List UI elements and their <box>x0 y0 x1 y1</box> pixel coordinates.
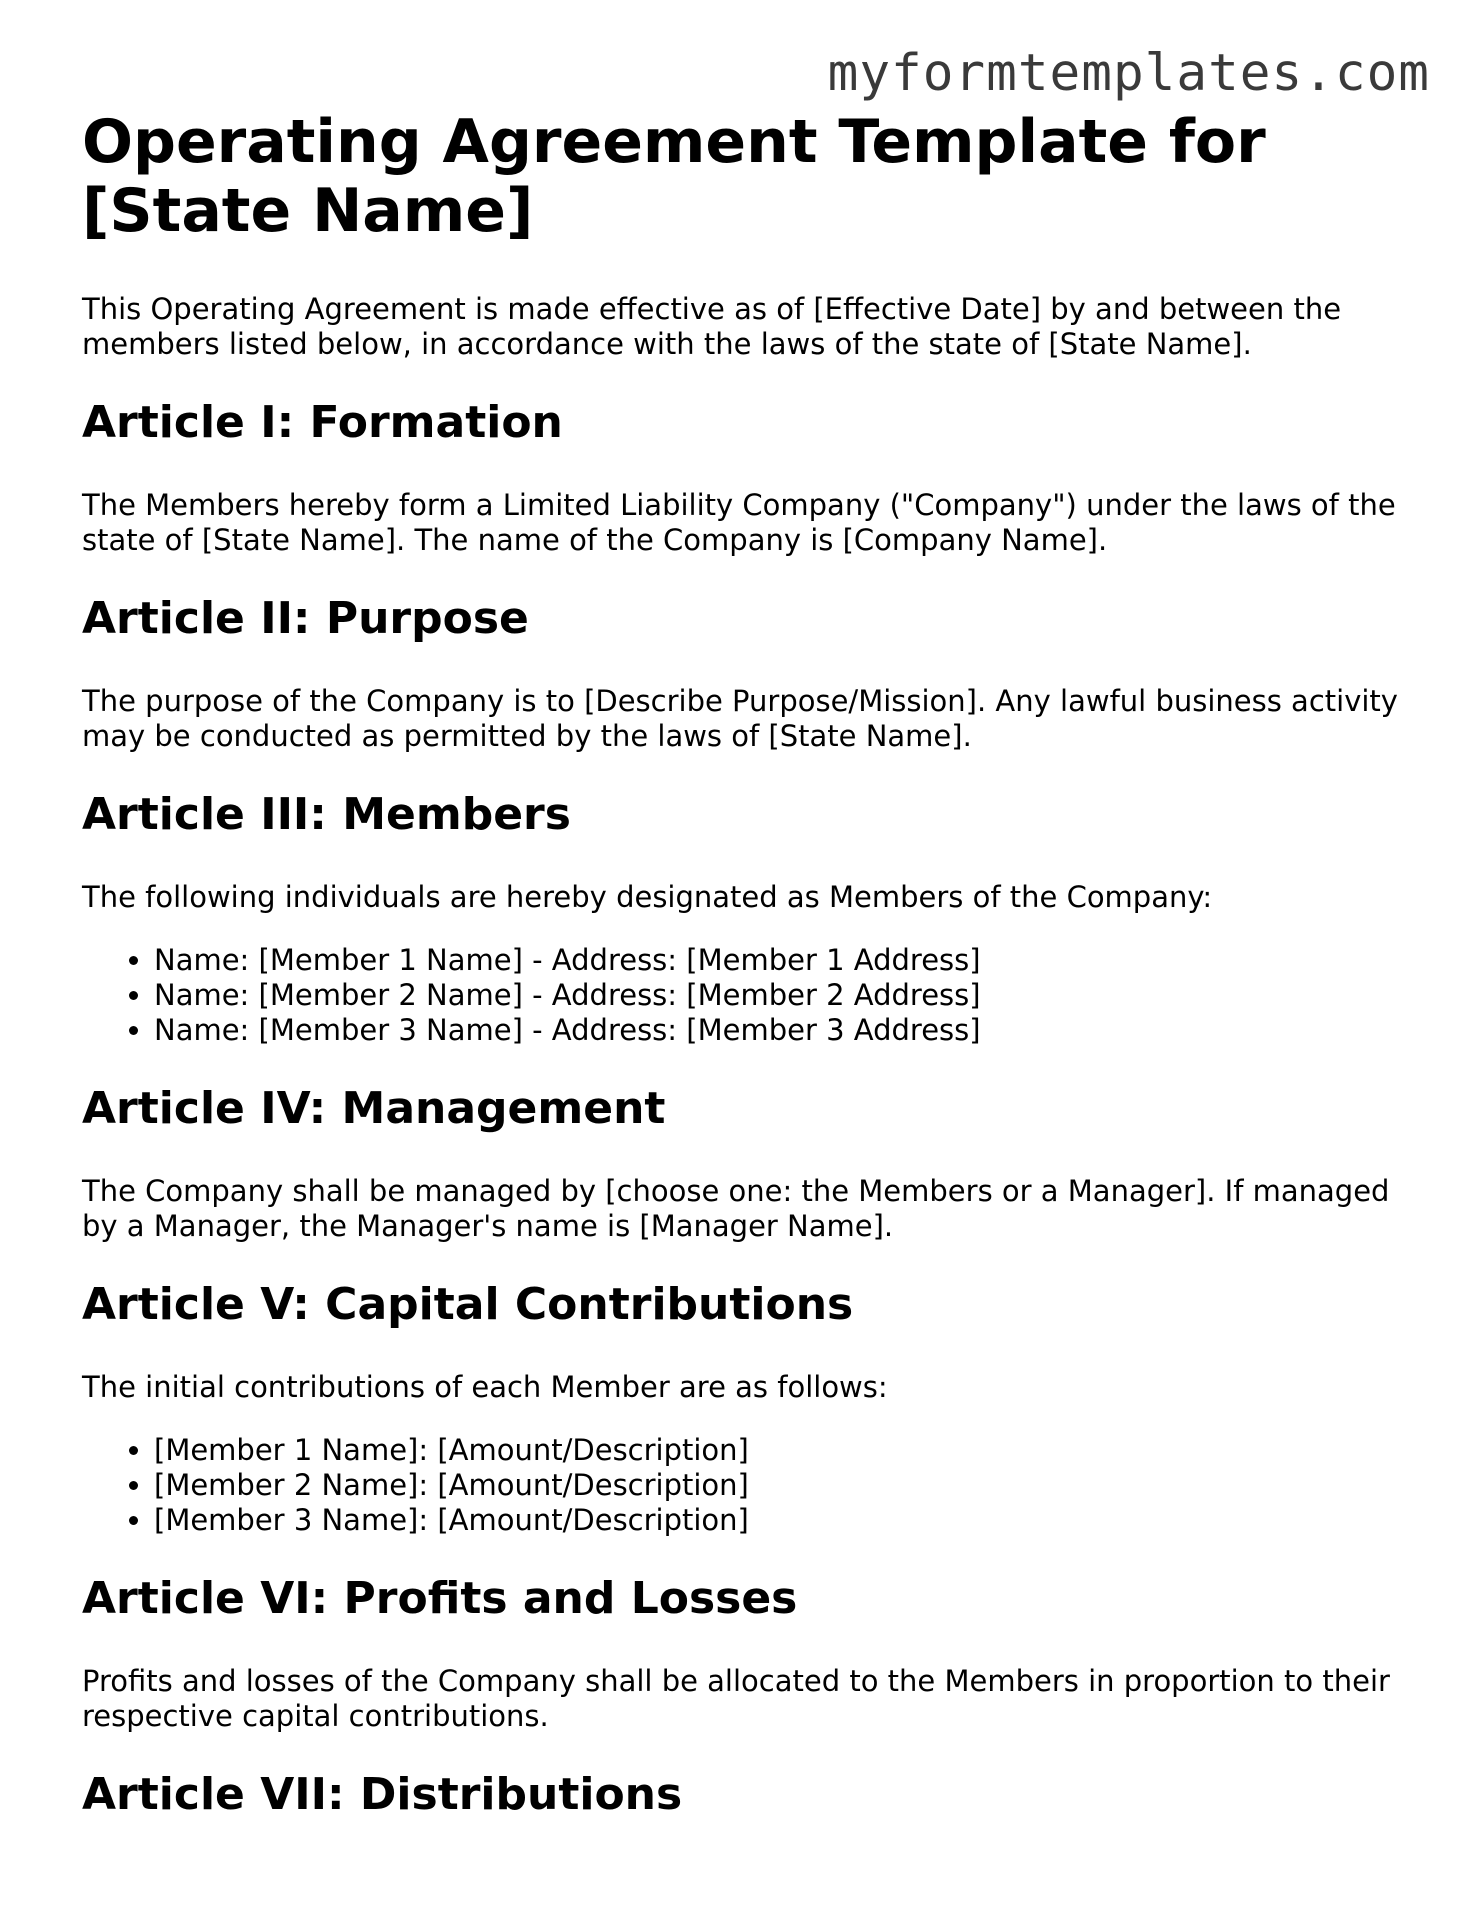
article-heading: Article IV: Management <box>82 1083 666 1134</box>
article-formation <box>82 398 1412 558</box>
article-heading: Article VI: Profits and Losses <box>82 1573 798 1624</box>
intro-paragraph: This Operating Agreement is made effective as of [Effective Date] by and between the members listed below, in accordance with the laws of the state of [State Name]. <box>82 292 1342 361</box>
article-text: The Members hereby form a Limited Liability Company ("Company") under the laws of the state of [State Name]. The name of the Company is [Company Name]. <box>82 488 1396 557</box>
article-heading: Article II: Purpose <box>82 593 529 644</box>
article-text: The initial contributions of each Member are as follows: <box>82 1370 888 1404</box>
article-heading: Article V: Capital Contributions <box>82 1279 854 1330</box>
article-heading: Article I: Formation <box>82 397 563 448</box>
article-text: The following individuals are hereby designated as Members of the Company: <box>82 880 1213 914</box>
members-list <box>82 943 1412 1048</box>
site-watermark: myformtemplates.com <box>827 44 1430 103</box>
article-distributions <box>82 1770 1412 1820</box>
article-heading: Article III: Members <box>82 789 571 840</box>
article-members <box>82 790 1412 1048</box>
article-management <box>82 1084 1412 1244</box>
list-item: • Name: [Member 3 Name] - Address: [Member 3 Address] <box>154 1013 1412 1048</box>
article-text: The Company shall be managed by [choose one: the Members or a Manager]. If managed by a Manager, the Manager's name is [Manager Name]. <box>82 1174 1390 1243</box>
document-title: Operating Agreement Template for [State Name] <box>82 107 1266 246</box>
contributions-list <box>82 1433 1412 1538</box>
list-item: • Name: [Member 1 Name] - Address: [Member 1 Address] <box>154 943 1412 978</box>
list-item: • [Member 1 Name]: [Amount/Description] <box>154 1433 1412 1468</box>
article-heading: Article VII: Distributions <box>82 1769 683 1820</box>
list-item: • [Member 3 Name]: [Amount/Description] <box>154 1503 1412 1538</box>
article-profits-losses <box>82 1574 1412 1734</box>
list-item: • Name: [Member 2 Name] - Address: [Member 2 Address] <box>154 978 1412 1013</box>
list-item: • [Member 2 Name]: [Amount/Description] <box>154 1468 1412 1503</box>
article-capital-contributions <box>82 1280 1412 1538</box>
article-purpose <box>82 594 1412 754</box>
article-text: The purpose of the Company is to [Describe Purpose/Mission]. Any lawful business activity may be conducted as permitted by the laws of [State Name]. <box>82 684 1398 753</box>
document-body <box>82 108 1412 1820</box>
article-text: Profits and losses of the Company shall be allocated to the Members in proportion to their respective capital contributions. <box>82 1664 1390 1733</box>
